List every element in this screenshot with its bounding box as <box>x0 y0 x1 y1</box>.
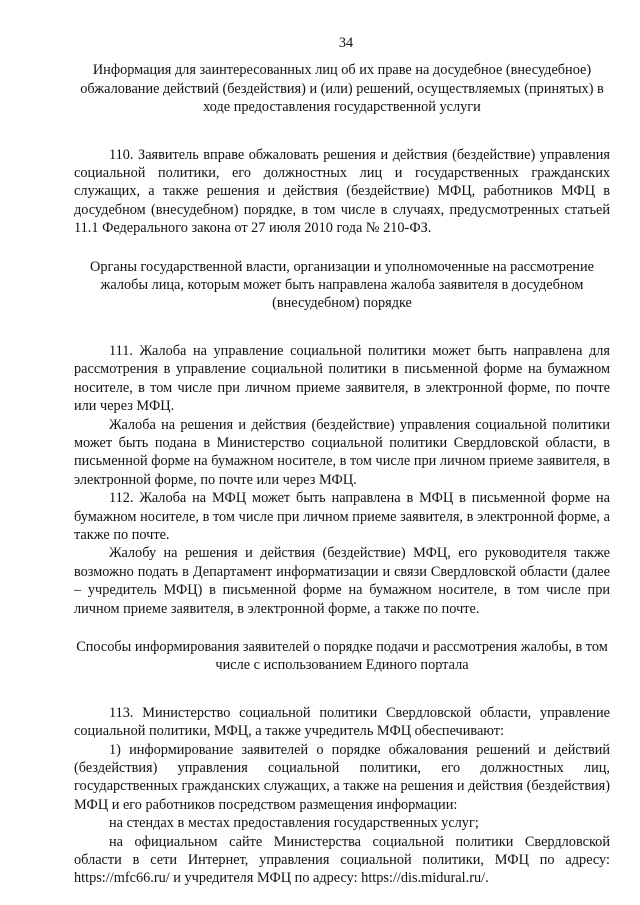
section-complaint-bodies <box>74 258 610 618</box>
document-page <box>74 34 610 888</box>
paragraph-112: 112. Жалоба на МФЦ может быть направлена в МФЦ в письменной форме на бумажном носителе, в том числе при личном приеме заявителя, в электронной форме, а также по почте. <box>74 490 610 543</box>
paragraph-111: 111. Жалоба на управление социальной политики может быть направлена для рассмотрения в управление социальной политики в письменной форме на бумажном носителе, в том числе при личном приеме заявителя, в электронной форме, по почте или через МФЦ. <box>74 342 610 415</box>
paragraph-113-stands: на стендах в местах предоставления государственных услуг; <box>109 815 479 832</box>
section-heading: Информация для заинтересованных лиц об их праве на досудебное (внесудебное) обжалование действий (бездействия) и (или) решений, осуществляемых (принятых) в ходе предоставления государственной услуги <box>80 62 604 116</box>
paragraph-110: 110. Заявитель вправе обжаловать решения и действия (бездействие) управления социальной политики, его должностных лиц и государственных гражданских служащих, а также решения и действия (бездействие) МФЦ, работников МФЦ в досудебном (внесудебном) порядке, в том числе в случаях, предусмотренных статьей 11.1 Федерального закона от 27 июля 2010 года № 210-ФЗ. <box>74 146 610 237</box>
section-heading: Органы государственной власти, организации и уполномоченные на рассмотрение жалобы лица, которым может быть направлена жалоба заявителя в досудебном (внесудебном) порядке <box>90 258 594 312</box>
section-heading: Способы информирования заявителей о порядке подачи и рассмотрения жалобы, в том числе с использованием Единого портала <box>76 638 608 674</box>
page-number: 34 <box>338 35 354 51</box>
paragraph-113-item-1: 1) информирование заявителей о порядке обжалования решений и действий (бездействия) управления социальной политики, его должностных лиц, государственных гражданских служащих, а также на решения и действия (бездействия) МФЦ и его работников посредством размещения информации: <box>74 741 610 813</box>
paragraph-113: 113. Министерство социальной политики Свердловской области, управление социальной политики, МФЦ, а также учредитель МФЦ обеспечивают: <box>74 704 610 740</box>
paragraph-113-website: на официальном сайте Министерства социальной политики Свердловской области в сети Интернет, управления социальной политики, МФЦ по адресу: https://mfc66.ru/ и учредителя МФЦ по адресу: https://dis.midural.ru/. <box>74 833 610 887</box>
section-informing-methods <box>74 638 610 888</box>
paragraph-111-ministry: Жалоба на решения и действия (бездействие) управления социальной политики может быть подана в Министерство социальной политики Свердловской области, в письменной форме на бумажном носителе, в том числе при личном приеме заявителя, в электронной форме, по почте или через МФЦ. <box>74 416 610 488</box>
section-appeal-rights <box>74 61 610 237</box>
paragraph-112-founder: Жалобу на решения и действия (бездействие) МФЦ, его руководителя также возможно подать в Департамент информатизации и связи Свердловской области (далее – учредитель МФЦ) в письменной форме на бумажном носителе, в том числе при личном приеме заявителя, в электронной форме, а также по почте. <box>74 545 610 617</box>
